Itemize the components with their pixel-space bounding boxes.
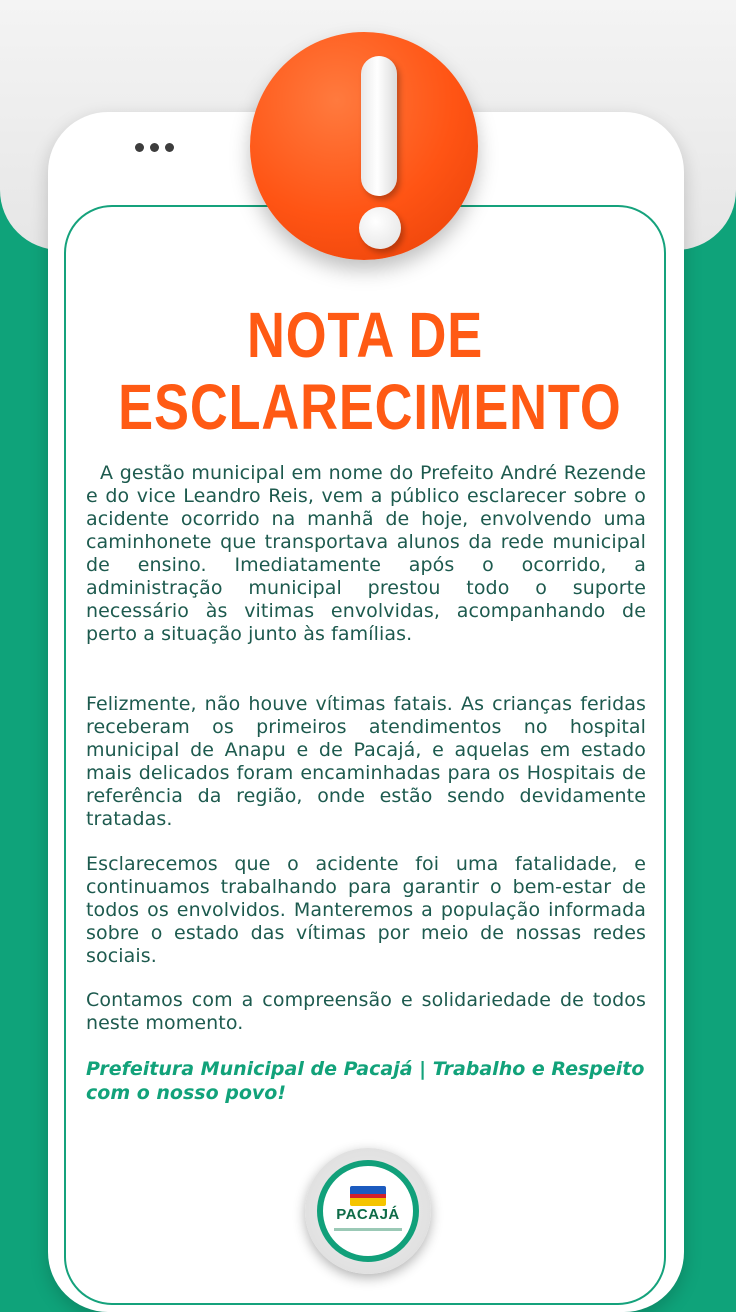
paragraph-4: Contamos com a compreensão e solidariedade de todos neste momento. <box>86 989 646 1034</box>
flag-stripe <box>350 1194 386 1198</box>
dot <box>135 143 144 152</box>
paragraph-3: Esclarecemos que o acidente foi uma fatalidade, e continuamos trabalhando para garantir o bem-estar de todos os envolvidos. Manteremos a população informada sobre o estado das vítimas por meio de nossas redes sociais. <box>86 853 646 967</box>
signature: Prefeitura Municipal de Pacajá | Trabalho e Respeito com o nosso povo! <box>86 1058 645 1104</box>
paragraph-2: Felizmente, não houve vítimas fatais. As crianças feridas receberam os primeiros atendimentos no hospital municipal de Anapu e de Pacajá, e aquelas em estado mais delicados foram encaminhadas para os Hospitais de referência da região, onde estão sendo devidamente tratadas. <box>86 693 646 830</box>
dot <box>165 143 174 152</box>
exclamation-dot <box>359 207 401 249</box>
logo-text: PACAJÁ <box>336 1206 400 1223</box>
logo-underline <box>334 1228 402 1231</box>
title-line-2: ESCLARECIMENTO <box>118 371 622 443</box>
more-dots-icon[interactable] <box>135 143 174 152</box>
title-line-1: NOTA DE <box>246 299 484 371</box>
dot <box>150 143 159 152</box>
paragraph-1: A gestão municipal em nome do Prefeito André Rezende e do vice Leandro Reis, vem a público esclarecer sobre o acidente ocorrido na manhã de hoje, envolvendo uma caminhonete que transportava alunos da rede municipal de ensino. Imediatamente após o ocorrido, a administração municipal prestou todo o suporte necessário às vitimas envolvidas, acompanhando de perto a situação junto às famílias. <box>86 462 646 645</box>
exclamation-bar <box>361 56 397 196</box>
